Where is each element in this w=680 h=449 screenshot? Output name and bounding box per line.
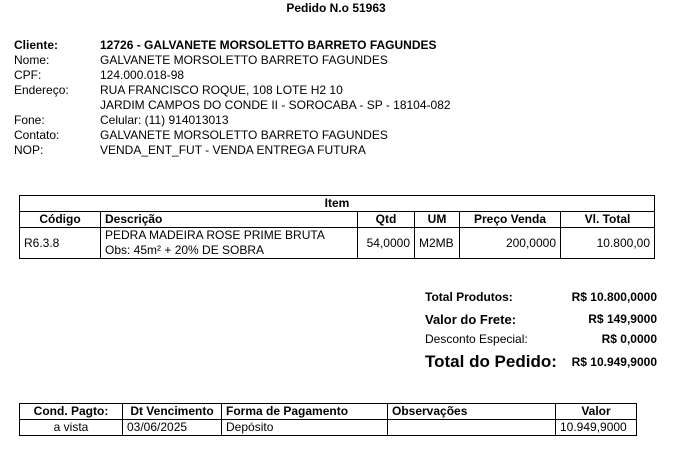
order-title: Pedido N.o 51963 [286, 1, 386, 15]
contato-label: Contato: [14, 128, 60, 142]
nop-value: VENDA_ENT_FUT - VENDA ENTREGA FUTURA [100, 143, 366, 157]
fone-label: Fone: [14, 113, 45, 127]
col-valor: Valor [556, 404, 637, 420]
cell-codigo: R6.3.8 [20, 228, 101, 259]
cell-descricao [101, 228, 358, 259]
items-table [19, 195, 655, 259]
cliente-label: Cliente: [14, 38, 59, 52]
col-forma-pagamento: Forma de Pagamento [222, 404, 388, 420]
fone-value: Celular: (11) 914013013 [100, 113, 229, 127]
total-produtos-label: Total Produtos: [425, 290, 513, 304]
col-dt-vencimento: Dt Vencimento [123, 404, 222, 420]
item-description: PEDRA MADEIRA ROSE PRIME BRUTA [105, 228, 325, 242]
total-produtos-value: R$ 10.800,0000 [571, 290, 657, 304]
cell-obs [388, 420, 556, 436]
table-row [20, 420, 637, 436]
table-row [20, 228, 655, 259]
endereco-line1: RUA FRANCISCO ROQUE, 108 LOTE H2 10 [100, 83, 343, 97]
nop-label: NOP: [14, 143, 44, 157]
cpf-label: CPF: [14, 68, 42, 82]
cell-total: 10.800,00 [561, 228, 655, 259]
item-obs: Obs: 45m² + 20% DE SOBRA [105, 243, 265, 257]
nome-label: Nome: [14, 53, 50, 67]
total-pedido-label: Total do Pedido: [425, 352, 557, 371]
items-group-header: Item [20, 196, 655, 212]
desconto-label: Desconto Especial: [425, 332, 528, 346]
col-codigo: Código [20, 212, 101, 228]
desconto-value: R$ 0,0000 [601, 332, 657, 346]
cell-forma: Depósito [222, 420, 388, 436]
col-preco: Preço Venda [460, 212, 561, 228]
cell-valor: 10.949,9000 [556, 420, 637, 436]
endereco-label: Endereço: [14, 83, 69, 97]
valor-frete-label: Valor do Frete: [425, 312, 517, 327]
cell-um: M2MB [415, 228, 460, 259]
cell-preco: 200,0000 [460, 228, 561, 259]
cell-vencimento: 03/06/2025 [123, 420, 222, 436]
col-qtd: Qtd [358, 212, 415, 228]
cpf-value: 124.000.018-98 [100, 68, 185, 82]
col-cond-pagto: Cond. Pagto: [20, 404, 123, 420]
valor-frete-value: R$ 149,9000 [588, 312, 657, 326]
cliente-value: 12726 - GALVANETE MORSOLETTO BARRETO FAGUNDES [100, 38, 437, 52]
payment-table [19, 403, 637, 436]
contato-value: GALVANETE MORSOLETTO BARRETO FAGUNDES [100, 128, 388, 142]
nome-value: GALVANETE MORSOLETTO BARRETO FAGUNDES [100, 53, 388, 67]
cell-qtd: 54,0000 [358, 228, 415, 259]
total-pedido-value: R$ 10.949,9000 [571, 355, 657, 369]
cell-cond: a vista [20, 420, 123, 436]
col-descricao: Descrição [101, 212, 358, 228]
col-um: UM [415, 212, 460, 228]
endereco-line2: JARDIM CAMPOS DO CONDE II - SOROCABA - SP - 18104-082 [100, 98, 451, 112]
col-total: Vl. Total [561, 212, 655, 228]
col-observacoes: Observações [388, 404, 556, 420]
